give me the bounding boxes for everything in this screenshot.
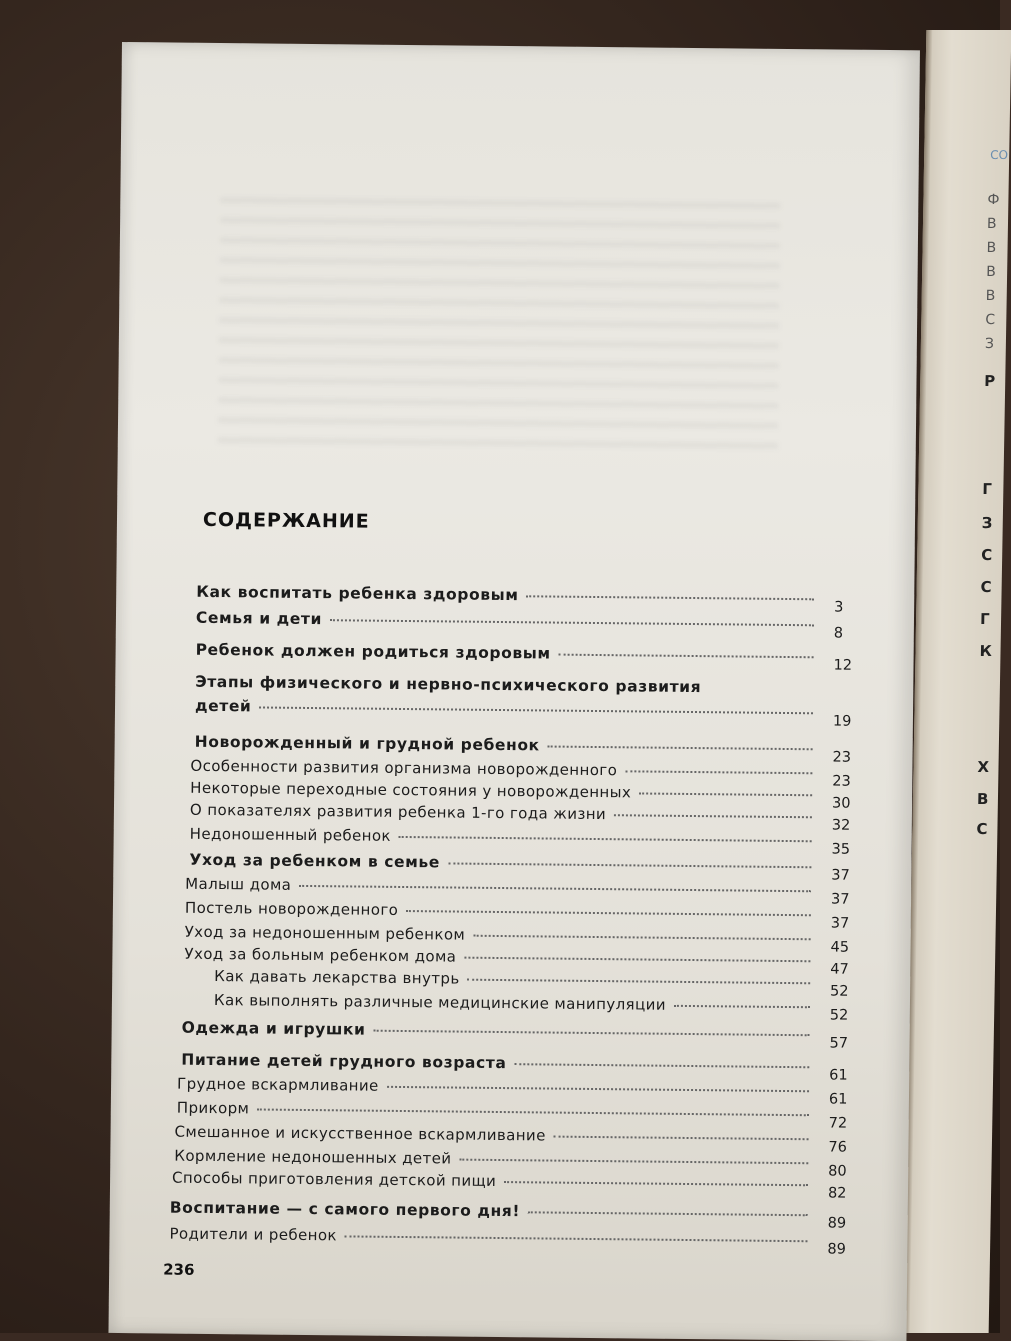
toc-entry (190, 779, 820, 804)
facing-page-fragment: СО (990, 148, 1009, 162)
show-through-text (218, 183, 781, 449)
toc-entry-page: 52 (830, 983, 849, 1000)
toc-entry (174, 1147, 816, 1172)
toc-entry-title: Прикорм (176, 1098, 250, 1118)
toc-entry-title: Питание детей грудного возраста (181, 1050, 507, 1073)
toc-entry-page: 52 (829, 1007, 849, 1024)
facing-page-fragment: С (981, 546, 993, 564)
dot-leader (554, 1136, 809, 1141)
dot-leader (459, 1159, 808, 1165)
toc-entry (172, 1169, 816, 1194)
dot-leader (528, 1211, 808, 1216)
dot-leader (257, 1108, 809, 1116)
dot-leader (406, 910, 811, 916)
facing-page-fragment: Г (982, 480, 993, 498)
toc-entry (195, 673, 821, 698)
toc-entry (190, 801, 820, 826)
facing-page-fragment: В (986, 240, 997, 256)
toc-heading: СОДЕРЖАНИЕ (202, 508, 370, 533)
toc-entry (177, 1099, 817, 1124)
toc-entry-page: 37 (830, 915, 850, 932)
dot-leader (374, 1030, 810, 1037)
toc-entry-title: Грудное вскармливание (177, 1074, 379, 1095)
toc-entry (195, 697, 821, 722)
toc-entry-page: 61 (829, 1067, 848, 1084)
toc-entry (174, 1123, 816, 1148)
facing-page-fragment: В (986, 264, 996, 280)
toc-entry-title: Новорожденный и грудной ребенок (194, 732, 540, 755)
toc-entry-title: Особенности развития организма новорожденного (190, 756, 618, 780)
toc-entry-title: Родители и ребенок (169, 1224, 338, 1245)
toc-entry-title: Способы приготовления детской пищи (172, 1168, 497, 1190)
toc-entry (195, 733, 821, 758)
dot-leader (504, 1181, 808, 1186)
facing-page-fragment: З (984, 336, 995, 352)
dot-leader (299, 885, 811, 892)
toc-entry-page: 35 (831, 841, 851, 858)
toc-entry-page: 8 (833, 625, 844, 642)
toc-entry-page: 57 (829, 1035, 849, 1052)
toc-entry (170, 1199, 816, 1224)
dot-leader (639, 792, 812, 796)
toc-entry-title: Этапы физического и нервно-психического развития (195, 672, 702, 697)
toc-entry-title: Уход за недоношенным ребенком (184, 922, 466, 944)
toc-entry (214, 991, 818, 1015)
facing-page-fragment: Х (977, 758, 990, 776)
toc-entry-title-continued: детей (194, 696, 252, 716)
toc-entry-title: Уход за ребенком в семье (189, 850, 441, 872)
toc-entry-title: Смешанное и искусственное вскармливание (174, 1122, 546, 1145)
facing-page-fragment: Г (979, 610, 990, 628)
toc-entry (190, 757, 820, 782)
toc-entry (181, 1051, 817, 1076)
toc-entry-title: Ребенок должен родиться здоровым (195, 640, 551, 663)
toc-entry-title: Недоношенный ребенок (189, 824, 392, 845)
dot-leader (464, 957, 810, 963)
toc-entry-title: О показателях развития ребенка 1-го года жизни (189, 800, 607, 824)
book-page (108, 42, 919, 1341)
toc-entry-page: 37 (830, 891, 850, 908)
facing-page-fragment: С (976, 820, 988, 838)
toc-entry-title: Семья и дети (195, 608, 323, 629)
facing-page-fragment: Р (984, 372, 996, 390)
toc-entry-title: Как давать лекарства внутрь (214, 967, 460, 988)
toc-entry-title: Одежда и игрушки (181, 1018, 366, 1039)
toc-entry-title: Постель новорожденного (184, 898, 399, 919)
toc-entry-page: 89 (827, 1241, 846, 1258)
dot-leader (548, 745, 813, 750)
dot-leader (625, 770, 812, 774)
facing-page-fragment: В (985, 288, 996, 304)
toc-entry (214, 967, 818, 991)
facing-page-fragment: С (985, 312, 996, 328)
toc-entry-page: 12 (833, 657, 853, 674)
toc-entry (196, 583, 822, 608)
toc-entry-title: Воспитание — с самого первого дня! (169, 1198, 521, 1221)
facing-page-fragment: В (986, 216, 997, 232)
toc-entry-page: 80 (828, 1163, 847, 1180)
dot-leader (399, 836, 812, 842)
toc-entry (185, 923, 819, 948)
toc-entry-title: Как воспитать ребенка здоровым (196, 582, 519, 605)
toc-entry-page: 19 (832, 713, 852, 730)
dot-leader (614, 814, 812, 818)
toc-entry-page: 3 (834, 599, 844, 616)
dot-leader (387, 1086, 809, 1092)
toc-entry (177, 1075, 817, 1100)
toc-entry-page: 32 (831, 817, 851, 834)
dot-leader (330, 619, 814, 626)
toc-entry-title: Малыш дома (185, 874, 292, 894)
dot-leader (345, 1235, 808, 1242)
toc-entry (196, 609, 822, 634)
toc-entry-page: 82 (827, 1185, 847, 1202)
toc-entry (185, 899, 819, 924)
toc-entry-title: Уход за больным ребенком дома (184, 944, 457, 966)
toc-entry (185, 875, 819, 900)
toc-entry-page: 72 (828, 1115, 848, 1132)
facing-page-fragment: С (980, 578, 992, 596)
toc-entry-page: 76 (828, 1139, 847, 1156)
toc-entry-page: 45 (830, 939, 850, 956)
dot-leader (514, 1063, 809, 1068)
toc-entry (182, 1019, 818, 1044)
dot-leader (468, 979, 811, 985)
toc-entry-page: 89 (827, 1215, 847, 1232)
toc-entry-page: 23 (832, 749, 852, 766)
dot-leader (259, 706, 813, 714)
dot-leader (448, 862, 811, 868)
facing-page-fragment: В (976, 790, 989, 808)
toc-entry-page: 37 (831, 867, 850, 884)
toc-entry-title: Как выполнять различные медицинские манипуляции (213, 991, 667, 1014)
toc-entry-title: Кормление недоношенных детей (174, 1146, 452, 1168)
facing-page-fragment: З (981, 514, 993, 532)
toc-entry-page: 23 (832, 773, 851, 790)
toc-entry (184, 945, 818, 970)
dot-leader (527, 595, 815, 600)
toc-entry-page: 47 (830, 961, 849, 978)
dot-leader (473, 935, 810, 941)
toc-entry (196, 641, 822, 666)
toc-entry (189, 851, 819, 876)
page-number: 236 (163, 1260, 195, 1279)
facing-page-fragment: К (979, 642, 992, 660)
dot-leader (674, 1005, 810, 1008)
toc-entry-page: 30 (831, 795, 851, 812)
dot-leader (559, 654, 814, 659)
toc-entry-page: 61 (828, 1091, 848, 1108)
toc-entry (190, 825, 820, 850)
toc-entry-title: Некоторые переходные состояния у новорожденных (190, 778, 632, 802)
facing-page-fragment: Ф (987, 192, 1000, 208)
toc-entry (169, 1225, 815, 1250)
